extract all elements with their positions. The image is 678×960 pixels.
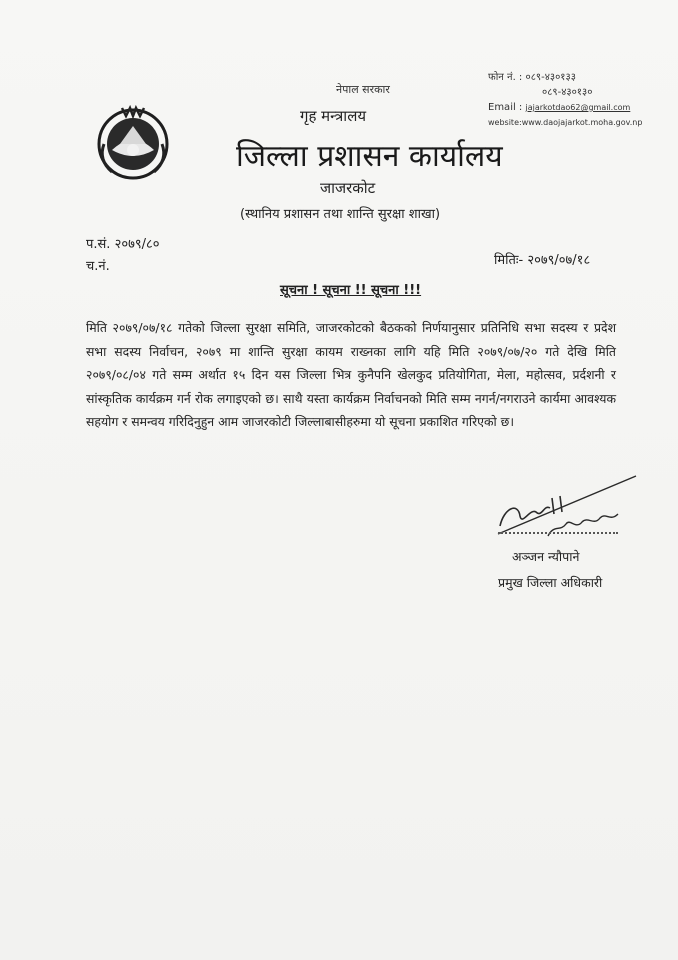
- notice-date: मितिः- २०७९/०७/१८: [494, 253, 591, 268]
- email-row: [488, 100, 642, 115]
- government-label: नेपाल सरकार: [336, 83, 390, 96]
- dispatch-number: च.नं.: [86, 259, 110, 274]
- nepal-government-emblem-icon: [92, 100, 174, 182]
- website-link[interactable]: website:www.daojajarkot.moha.gov.np: [488, 118, 643, 127]
- branch-name: (स्थानिय प्रशासन तथा शान्ति सुरक्षा शाखा): [240, 207, 441, 222]
- handwritten-signature: [490, 468, 640, 548]
- phone-row-2: [488, 85, 642, 100]
- phone-label: फोन नं. :: [488, 72, 523, 83]
- signature-line: [498, 532, 618, 534]
- phone-number-2: ०८९-४३०१३०: [542, 87, 593, 98]
- email-label: Email :: [488, 102, 523, 113]
- office-title: जिल्ला प्रशासन कार्यालय: [236, 139, 503, 174]
- email-link[interactable]: jajarkotdao62@gmail.com: [525, 103, 631, 112]
- ministry-name: गृह मन्त्रालय: [300, 107, 367, 125]
- reference-number: प.सं. २०७९/८०: [86, 237, 160, 252]
- notice-body: मिति २०७९/०७/१८ गतेको जिल्ला सुरक्षा समिति, जाजरकोटको बैठकको निर्णयानुसार प्रतिनिधि सभा सदस्य र प्रदेश सभा सदस्य निर्वाचन, २०७९ मा शान्ति सुरक्षा कायम राख्नका लागि यहि मिति २०७९/०७/२० गते देखि मिति २०७९/०८/०४ गते सम्म अर्थात १५ दिन यस जिल्ला भित्र कुनैपनि खेलकुद प्रतियोगिता, मेला, महोत्सव, प्रर्दशनी र सांस्कृतिक कार्यक्रम गर्न रोक लगाइएको छ। साथै यस्ता कार्यक्रम निर्वाचनको मिति सम्म नगर्न/नगराउने कार्यमा आवश्यक सहयोग र समन्वय गरिदिनुहुन आम जाजरकोटी जिल्लाबासीहरुमा यो सूचना प्रकाशित गरिएको छ।: [86, 320, 616, 429]
- district-name: जाजरकोट: [320, 179, 376, 197]
- contact-block: [488, 70, 642, 130]
- signatory-title: प्रमुख जिल्ला अधिकारी: [498, 575, 603, 590]
- phone-number-1: ०८९-४३०१३३: [525, 72, 576, 83]
- signatory-name: अञ्जन न्यौपाने: [512, 549, 580, 564]
- phone-row: [488, 70, 642, 85]
- notice-heading: सूचना ! सूचना !! सूचना !!!: [280, 283, 422, 298]
